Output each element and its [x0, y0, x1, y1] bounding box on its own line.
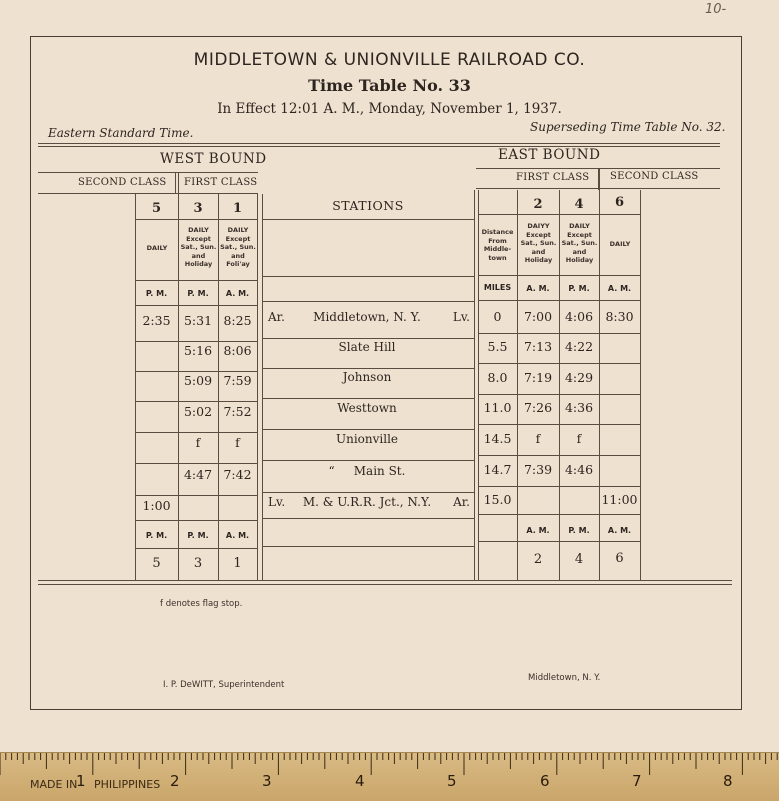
west-time-cell: 5:31 — [183, 313, 213, 328]
west-ampm-bottom: P. M. — [145, 531, 168, 540]
row-rule — [262, 338, 474, 339]
flag-stop-note: f denotes flag stop. — [160, 599, 243, 609]
row-rule — [262, 492, 474, 493]
miles-cell: 15.0 — [483, 492, 512, 507]
row-rule — [478, 486, 640, 487]
miles-cell: 8.0 — [487, 370, 508, 385]
west-second-class: SECOND CLASS — [78, 177, 167, 188]
east-train-note: DAILY Except Sat., Sun. and Holiday — [561, 222, 598, 264]
station-name: Unionville — [335, 432, 399, 446]
east-time-cell: 4:36 — [564, 400, 594, 415]
east-ampm: A. M. — [607, 284, 632, 293]
row-rule — [135, 548, 257, 549]
row-rule — [262, 219, 474, 220]
ruler-number: 4 — [355, 772, 365, 790]
station-name: Middletown, N. Y. — [313, 310, 421, 324]
table-bottom-rule — [38, 580, 732, 581]
miles-cell: 11.0 — [483, 400, 512, 415]
west-first-class: FIRST CLASS — [184, 177, 258, 188]
west-time-cell: 1:00 — [142, 498, 171, 513]
station-name: M. & U.R.R. Jct., N.Y. — [302, 495, 432, 509]
west-time-cell: 2:35 — [142, 313, 171, 328]
ruler-number: 6 — [540, 772, 550, 790]
station-row — [268, 464, 472, 480]
row-rule — [262, 546, 474, 547]
west-time-cell: 7:59 — [223, 373, 252, 388]
col-line — [474, 190, 475, 580]
row-rule — [135, 305, 257, 306]
east-ampm-bottom: A. M. — [526, 526, 550, 535]
miles-cell: 0 — [493, 309, 502, 324]
station-name: Slate Hill — [338, 340, 396, 354]
station-post: Ar. — [453, 495, 470, 509]
east-train-number: 6 — [614, 195, 625, 210]
east-first-class: FIRST CLASS — [516, 172, 590, 183]
east-train-number: 4 — [574, 197, 584, 212]
east-bound-label: EAST BOUND — [498, 147, 601, 163]
east-ampm-bottom: A. M. — [607, 526, 632, 535]
east-train-number: 2 — [533, 197, 543, 212]
superseding-note: Superseding Time Table No. 32. — [530, 120, 726, 134]
row-rule — [262, 368, 474, 369]
west-ampm: P. M. — [187, 289, 209, 298]
east-ampm-bottom: P. M. — [568, 526, 590, 535]
west-time-cell: 7:52 — [223, 404, 252, 419]
row-rule — [262, 398, 474, 399]
company-name: MIDDLETOWN & UNIONVILLE RAILROAD CO. — [193, 50, 586, 70]
row-rule — [135, 463, 257, 464]
row-rule — [478, 514, 640, 515]
east-ampm: P. M. — [568, 284, 590, 293]
standard-time-note: Eastern Standard Time. — [48, 126, 194, 140]
east-time-cell: 7:39 — [523, 462, 553, 477]
row-rule — [478, 455, 640, 456]
station-name: Johnson — [342, 370, 392, 384]
stations-header: STATIONS — [332, 198, 404, 213]
ruler-number: 1 — [76, 772, 86, 790]
west-train-note: DAILY Except Sat., Sun. and Holiday — [180, 226, 217, 268]
col-line — [257, 194, 258, 580]
ruler — [0, 752, 779, 801]
row-rule — [478, 424, 640, 425]
west-time-cell: 8:06 — [223, 343, 252, 358]
row-rule — [478, 275, 640, 276]
table-bottom-rule-2 — [38, 584, 732, 585]
east-time-cell: 11:00 — [601, 492, 638, 507]
east-time-cell: 4:22 — [564, 339, 594, 354]
ruler-philippines: PHILIPPINES — [94, 778, 161, 791]
row-rule — [262, 276, 474, 277]
west-time-cell: 7:42 — [223, 467, 252, 482]
row-rule — [135, 495, 257, 496]
station-pre: Lv. — [268, 495, 286, 509]
col-line — [640, 190, 641, 580]
ruler-made-in: MADE IN — [30, 778, 78, 791]
row-rule — [478, 333, 640, 334]
miles-cell: 14.5 — [483, 431, 512, 446]
west-time-cell: 5:09 — [183, 373, 213, 388]
col-line — [262, 194, 263, 580]
row-rule — [478, 300, 640, 301]
east-train-number-bottom: 2 — [533, 552, 543, 567]
row-rule — [262, 518, 474, 519]
west-train-number-bottom: 5 — [152, 556, 161, 571]
ruler-number: 8 — [723, 772, 733, 790]
east-time-cell: 7:19 — [523, 370, 553, 385]
east-time-cell: 7:26 — [523, 400, 553, 415]
footer-location: Middletown, N. Y. — [528, 673, 601, 683]
east-time-cell: f — [576, 431, 582, 446]
ruler-number: 5 — [447, 772, 457, 790]
ruler-number: 2 — [170, 772, 180, 790]
west-train-number: 3 — [193, 201, 203, 216]
header-rule — [38, 143, 720, 144]
east-time-cell: 4:06 — [564, 309, 594, 324]
west-ampm-bottom: P. M. — [187, 531, 209, 540]
west-ampm: P. M. — [145, 289, 168, 298]
station-row — [268, 432, 472, 448]
east-train-number-bottom: 4 — [574, 552, 584, 567]
west-time-cell: 8:25 — [223, 313, 252, 328]
west-ampm-bottom: A. M. — [225, 531, 250, 540]
miles-cell: 14.7 — [483, 462, 512, 477]
west-time-cell: 5:16 — [183, 343, 213, 358]
west-class-rule — [38, 193, 258, 194]
east-train-note: DAIYY Except Sat., Sun. and Holiday — [520, 222, 557, 264]
west-class-rule-top — [38, 172, 258, 173]
east-time-cell: 4:46 — [564, 462, 594, 477]
station-row — [268, 370, 472, 386]
west-train-note: DAILY Except Sat., Sun. and Foli'ay — [220, 226, 256, 268]
miles-label: MILES — [483, 283, 512, 292]
station-pre: Ar. — [268, 310, 285, 324]
row-rule — [135, 401, 257, 402]
station-row — [268, 401, 472, 417]
row-rule — [478, 541, 640, 542]
west-bound-label: WEST BOUND — [160, 151, 267, 167]
ruler-number: 7 — [632, 772, 642, 790]
row-rule — [135, 520, 257, 521]
row-rule — [135, 219, 257, 220]
west-train-number-bottom: 3 — [193, 556, 203, 571]
row-rule — [478, 394, 640, 395]
west-ampm: A. M. — [225, 289, 250, 298]
east-time-cell: 7:00 — [523, 309, 553, 324]
west-train-number: 1 — [232, 201, 243, 216]
row-rule — [135, 280, 257, 281]
east-train-note: DAILY — [609, 240, 631, 248]
east-time-cell: 4:29 — [564, 370, 594, 385]
row-rule — [262, 301, 474, 302]
east-time-cell: 8:30 — [605, 309, 634, 324]
row-rule — [478, 214, 640, 215]
west-time-cell: 4:47 — [183, 467, 213, 482]
row-rule — [262, 429, 474, 430]
station-row — [268, 310, 472, 326]
west-class-divider — [175, 172, 176, 194]
station-name: “ Main St. — [328, 464, 406, 478]
ruler-number: 3 — [262, 772, 272, 790]
row-rule — [478, 363, 640, 364]
station-row — [268, 340, 472, 356]
miles-cell: 5.5 — [487, 339, 508, 354]
col-line — [599, 168, 600, 580]
effective-date: In Effect 12:01 A. M., Monday, November 1, 1937. — [217, 101, 562, 117]
east-second-class: SECOND CLASS — [610, 171, 699, 182]
east-ampm: A. M. — [526, 284, 550, 293]
corner-pencil-note: 10- — [705, 2, 727, 17]
superintendent-signature: I. P. DeWITT, Superintendent — [163, 680, 285, 690]
east-train-number-bottom: 6 — [615, 551, 624, 566]
station-post: Lv. — [452, 310, 470, 324]
west-train-number-bottom: 1 — [233, 556, 242, 571]
west-time-cell: f — [235, 435, 240, 450]
station-row — [268, 495, 472, 511]
station-name: Westtown — [337, 401, 397, 415]
east-time-cell: f — [535, 431, 541, 446]
row-rule — [135, 371, 257, 372]
west-train-number: 5 — [151, 201, 162, 216]
west-time-cell: f — [195, 435, 201, 450]
west-time-cell: 5:02 — [183, 404, 213, 419]
distance-header: Distance From Middle-town — [481, 228, 514, 262]
row-rule — [135, 341, 257, 342]
row-rule — [262, 460, 474, 461]
header-rule-2 — [38, 146, 720, 147]
ruler-ticks — [0, 753, 779, 801]
timetable-number: Time Table No. 33 — [308, 76, 471, 95]
col-line — [135, 194, 136, 580]
row-rule — [135, 432, 257, 433]
west-train-note: DAILY — [146, 244, 168, 252]
east-time-cell: 7:13 — [523, 339, 553, 354]
